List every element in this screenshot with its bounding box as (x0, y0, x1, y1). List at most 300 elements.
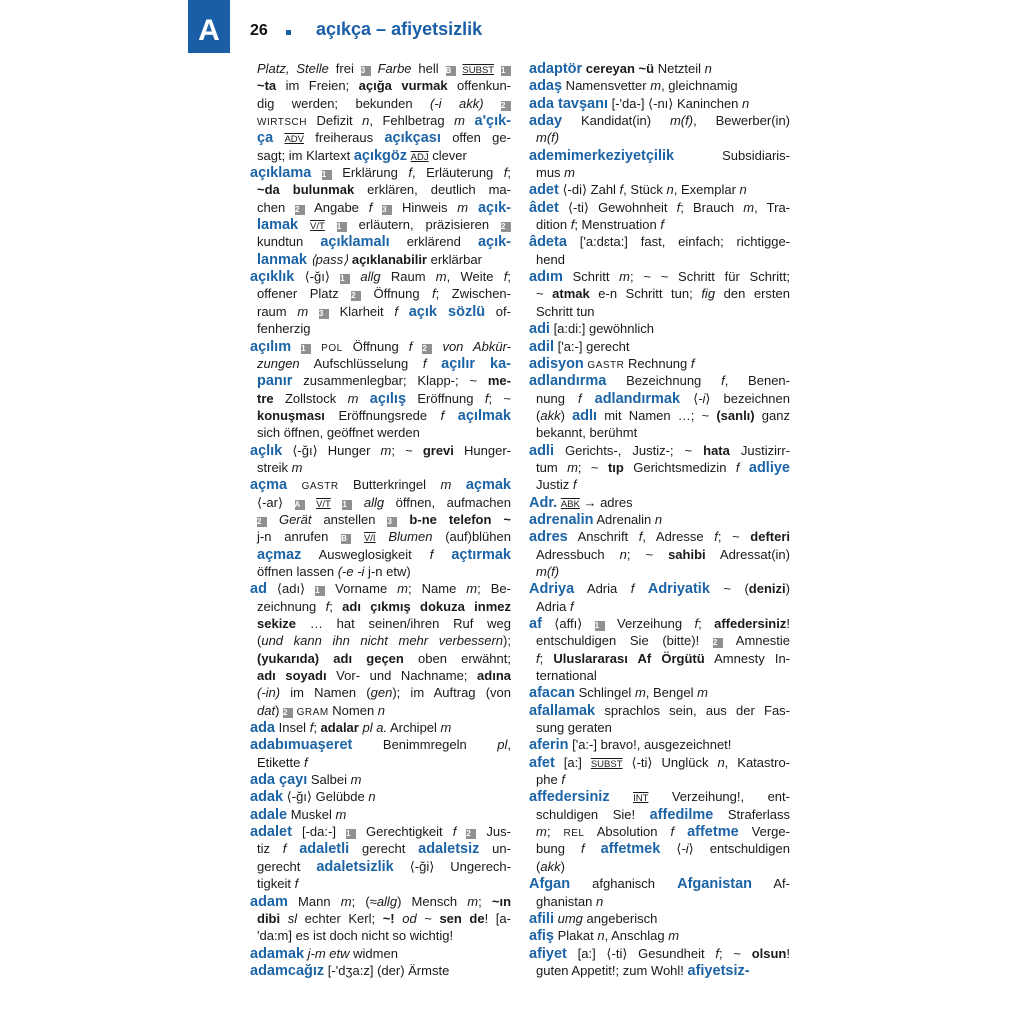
italic-text: f (368, 199, 373, 215)
bold-phrase: sahibi (668, 546, 706, 562)
entry-line (529, 251, 790, 268)
headword: adak (250, 789, 284, 806)
text: ; (507, 165, 511, 181)
entry-line (529, 719, 790, 736)
text: Angabe (305, 199, 369, 215)
entry-line (250, 563, 511, 580)
text: ; (507, 269, 511, 285)
text: afghanisch (570, 876, 678, 892)
text: erklärbar (427, 251, 482, 267)
italic-text: Gerät (278, 511, 312, 527)
grammar-label: ADJ (410, 151, 429, 163)
italic-text: gen (370, 685, 393, 701)
headword: adaş (529, 78, 563, 95)
headword: af (529, 616, 542, 632)
text: Schritt tun (536, 303, 595, 319)
entry-line-start (250, 823, 511, 840)
text: Schlingel (574, 685, 635, 701)
italic-text: allg (363, 494, 385, 510)
entry-line (529, 771, 790, 788)
text: ( (257, 633, 262, 649)
text: Adria (536, 598, 570, 614)
entry-line-start (250, 806, 511, 823)
text (397, 512, 409, 527)
grammar-label: SUBST (462, 65, 495, 76)
italic-text: f (432, 286, 436, 302)
bold-phrase: me- (487, 373, 511, 389)
text: un- (479, 841, 511, 857)
headword: açıklık (250, 269, 295, 286)
italic-text: m (440, 477, 452, 493)
text: Defizit (306, 113, 363, 129)
text: offen ge- (440, 130, 511, 146)
entry-line-start (529, 372, 790, 389)
text: ! (786, 945, 790, 961)
entry-line-start (250, 719, 511, 736)
text: [-'dʒa:z] (der) Ärmste (324, 962, 450, 978)
text: Muskel (287, 806, 336, 822)
text: Straferlass (713, 806, 790, 822)
text: öffnen lassen (257, 563, 338, 579)
italic-text: fig (701, 286, 716, 302)
italic-text: m (435, 269, 447, 285)
italic-text: f (503, 165, 508, 181)
entry-line-start (250, 962, 511, 979)
text (484, 96, 501, 111)
bold-phrase: sekize (257, 616, 297, 631)
italic-text: m (467, 893, 479, 909)
italic-text: f (572, 477, 577, 493)
entry-line (250, 147, 511, 164)
entry-line-start (529, 442, 790, 459)
text: ; (≈ (351, 893, 377, 909)
text: Verzeihung!, ent- (648, 789, 790, 805)
entry-line-start (250, 268, 511, 285)
entry-line-start (250, 736, 511, 753)
text: Hinweis (392, 199, 458, 215)
entry-line (529, 216, 790, 233)
text: chen (257, 199, 295, 215)
italic-text: m (440, 720, 452, 736)
text: schuldigen Sie! (536, 806, 650, 822)
text: ; ~ (391, 442, 423, 458)
text (331, 495, 343, 510)
entry-line-start (529, 910, 790, 927)
headword: açmaz (257, 546, 302, 563)
grammar-label: V/T (310, 221, 325, 233)
entry-line-start (529, 181, 790, 198)
text: ; Be- (477, 581, 511, 597)
entry-line (529, 164, 790, 181)
italic-text: f (694, 616, 699, 631)
headword: afiyetsiz- (687, 962, 750, 979)
headword: açma (250, 477, 288, 494)
italic-text: f (577, 390, 582, 406)
sense-number: 1 (501, 66, 511, 76)
text: [a:di:] gewöhnlich (549, 321, 655, 337)
text: → adres (579, 494, 633, 510)
headword: açıklama (250, 165, 312, 182)
italic-text: m (380, 442, 392, 458)
italic-text: umg (557, 910, 583, 926)
headword: lanmak (257, 251, 307, 268)
headword: adrenalin (529, 511, 594, 528)
text: ternational (536, 668, 597, 684)
entry-line (250, 60, 511, 77)
bold-phrase: b-ne telefon ~ (409, 511, 511, 527)
text: ; (478, 893, 492, 909)
sense-number: 2 (713, 638, 723, 648)
text: , Anschlag (604, 928, 669, 944)
text: Etikette (257, 754, 304, 770)
headword: Adr. (529, 494, 558, 511)
entry-line (529, 563, 790, 580)
entry-line (250, 199, 511, 216)
text: ⟨adı⟩ (266, 581, 316, 597)
italic-text: m (297, 303, 309, 319)
subject-label: REL (563, 828, 585, 840)
sense-number: 2 (295, 205, 305, 215)
italic-text: n (654, 511, 663, 527)
italic-text: m (335, 806, 347, 822)
entry-line-start (529, 736, 790, 753)
entry-line (529, 840, 790, 857)
text: [-'da-] ⟨-nı⟩ Kaninchen (608, 95, 743, 111)
headword: ça (257, 130, 274, 147)
entry-line (529, 598, 790, 615)
entry-line (250, 840, 511, 857)
headword: adaletsiz (418, 841, 480, 858)
text: zeichnung (257, 598, 326, 614)
italic-text: m (536, 824, 547, 840)
entry-line-start (529, 528, 790, 545)
text: mus (536, 165, 565, 181)
sense-number: B (341, 534, 351, 544)
text (311, 165, 321, 180)
text (287, 477, 302, 492)
text (273, 130, 284, 145)
text: Adrenalin (593, 511, 655, 527)
headword: adamak (250, 945, 305, 962)
text: mit Namen …; ~ (597, 407, 717, 423)
text: sagt; im Klartext (257, 147, 354, 163)
text (372, 200, 382, 215)
text (585, 841, 601, 856)
italic-text: n (742, 95, 750, 111)
text: ; ~ (488, 390, 511, 406)
bold-phrase: cereyan ~ü (585, 61, 655, 76)
text: , Bewerber(in) (693, 113, 790, 129)
text: bekannt, berühmt (536, 425, 638, 441)
italic-text: n (619, 546, 627, 562)
italic-text: f (282, 841, 287, 857)
entry-line (529, 893, 790, 910)
entry-line (250, 424, 511, 441)
text: ; (546, 824, 564, 840)
bold-phrase: olsun (751, 945, 787, 961)
text (739, 460, 748, 475)
headword: adet (529, 182, 559, 199)
entry-line (250, 632, 511, 649)
text: dition (536, 217, 571, 233)
entry-line-start (529, 338, 790, 355)
headword: adale (250, 806, 288, 823)
headword: adlandırma (529, 373, 607, 390)
headword: adi (529, 321, 550, 338)
text: ; ~ (719, 945, 752, 961)
text (432, 339, 442, 354)
italic-text: f (309, 720, 314, 736)
entry-line-start (250, 164, 511, 181)
italic-text: f (294, 876, 299, 892)
italic-text: m(f) (536, 130, 560, 146)
text: e-n Schritt tun; (589, 286, 702, 302)
text (468, 200, 478, 215)
entry-line-start (529, 702, 790, 719)
entry-line (250, 372, 511, 389)
entry-line (250, 927, 511, 944)
entry-line (250, 407, 511, 424)
headword: affedersiniz (529, 789, 610, 806)
bold-phrase: tre (257, 390, 274, 406)
headword: afili (529, 910, 554, 927)
text: j-n etw) (364, 563, 411, 579)
italic-text: m (454, 113, 465, 129)
text: ; (329, 598, 343, 614)
sense-number: 1 (337, 222, 347, 232)
entry-line (250, 528, 511, 545)
entry-line-start (529, 788, 790, 805)
headword: ada çayı (250, 772, 308, 789)
text: Netzteil (654, 61, 705, 76)
text: ; ~ (626, 546, 669, 562)
text: Öffnung (342, 338, 409, 354)
entry-line-start (529, 199, 790, 216)
entry-line (250, 754, 511, 771)
text: ['a:dɛta:] fast, einfach; richtigge- (566, 234, 790, 250)
text (427, 356, 442, 371)
text: Kandidat(in) (562, 113, 670, 129)
bold-phrase: (sanlı) (716, 407, 755, 423)
italic-text: (-in) (257, 685, 281, 701)
entry-line-start (529, 60, 790, 77)
headword: Adriya (529, 581, 575, 598)
text: Plakat (554, 928, 598, 944)
italic-text: n (377, 702, 386, 718)
text: Hunger- (453, 442, 511, 458)
text (582, 391, 595, 406)
text: ['a:-] gerecht (553, 338, 630, 354)
entry-line-start (529, 112, 790, 129)
text: ⟨-ğı⟩ Hunger (282, 442, 381, 458)
text: ; ~ ~ Schritt für Schritt; (630, 269, 790, 285)
sense-number: 1 (340, 274, 350, 284)
text: Adressbuch (536, 546, 620, 562)
text: im Namen ( (280, 685, 371, 701)
text: , Bengel (645, 685, 698, 701)
entry-line (250, 216, 511, 233)
bold-phrase: adı çıkmış dokuza inmez (342, 598, 511, 614)
text: entschuldigen Sie (bitte)! (536, 633, 713, 649)
text: Absolution (584, 824, 671, 840)
text: Vor- und Nachname; (326, 668, 478, 684)
italic-text: allg (376, 893, 398, 909)
headword: afacan (529, 685, 575, 702)
headword: lamak (257, 217, 299, 234)
text: Bezeichnung (606, 373, 722, 389)
sense-number: 2 (501, 101, 511, 111)
entry-line (250, 702, 511, 719)
italic-text: f (660, 217, 664, 233)
bold-phrase: sen de (439, 910, 485, 926)
letter-tab: A (188, 0, 230, 53)
entry-line-start (529, 511, 790, 528)
text: guten Appetit!; zum Wohl! (536, 962, 688, 978)
italic-text: pl (497, 737, 508, 753)
text: ~ ( (709, 581, 749, 597)
text: freiheraus (304, 130, 385, 146)
italic-text: f (638, 529, 643, 545)
text (267, 512, 279, 527)
text (371, 61, 378, 76)
entry-line (250, 285, 511, 302)
text: Salbei (307, 772, 351, 788)
text: gerecht (257, 858, 317, 874)
italic-text: -i (681, 841, 689, 857)
text: erläutern, präzisieren (346, 217, 501, 233)
text: Ausweglosigkeit (301, 546, 430, 562)
text: Adressat(in) (705, 546, 790, 562)
text: ) (560, 858, 565, 874)
italic-text: f (580, 841, 585, 857)
bold-phrase: grevi (422, 442, 454, 458)
entry-line (250, 615, 511, 632)
headword: adlandırmak (594, 390, 681, 407)
text (610, 789, 633, 804)
entry-line (250, 129, 511, 146)
headword: aferin (529, 737, 569, 754)
sense-number: 1 (346, 829, 356, 839)
sense-number: 2 (466, 829, 476, 839)
text: den ersten (715, 286, 790, 302)
headword: affetmek (600, 841, 661, 858)
text: Eröffnungsrede (324, 407, 441, 423)
text: Schritt (562, 269, 620, 285)
text: ; ~ (717, 529, 751, 545)
text: , Weite (446, 269, 504, 285)
text: Gerechtigkeit (355, 824, 453, 840)
text: j-n anrufen (257, 529, 342, 545)
headword: adlı (572, 407, 598, 424)
entry-line (529, 962, 790, 979)
text: [-da:-] (291, 824, 346, 840)
italic-text: m (697, 685, 708, 701)
text: dig werden; bekunden (257, 95, 431, 111)
bold-phrase: açıklanabilir (351, 251, 427, 267)
italic-text: m (668, 928, 680, 944)
text (451, 477, 466, 492)
sense-number: 1 (315, 586, 325, 596)
text: , Benen- (724, 373, 790, 389)
headword: açıkgöz (353, 147, 407, 164)
text: ganz (754, 407, 790, 423)
entry-line (250, 233, 511, 250)
text (351, 529, 364, 544)
italic-text: m (457, 199, 469, 215)
text: ); im Auftrag (von (392, 685, 511, 701)
italic-text: m (347, 390, 359, 406)
text (494, 61, 501, 76)
entry-line (250, 494, 511, 511)
entry-line (529, 650, 790, 667)
text: ~ (536, 286, 553, 302)
text: , Erläuterung (411, 165, 504, 181)
subject-label: GASTR (587, 359, 625, 371)
headword: açlık (250, 442, 283, 459)
bold-phrase: denizi (748, 581, 786, 597)
italic-text: n (666, 182, 674, 198)
text (444, 408, 458, 423)
text: Erklärung (331, 165, 409, 181)
italic-text: f (715, 945, 720, 961)
headword: âdeta (529, 234, 567, 251)
text: anstellen (311, 511, 388, 527)
entry-line-start (529, 95, 790, 112)
grammar-label: SUBST (590, 758, 623, 770)
italic-text: m (397, 581, 409, 597)
italic-text: m (564, 165, 576, 181)
bold-phrase: atmak (552, 286, 590, 302)
text: [a:] (554, 754, 591, 770)
sense-number: 1 (301, 344, 311, 354)
text: Benimmregeln (352, 737, 498, 753)
italic-text: f (630, 581, 635, 597)
headword: açıkçası (384, 130, 441, 147)
text: ⟨ (680, 390, 699, 406)
text: , gleichnamig (661, 78, 738, 94)
headword: afet (529, 754, 555, 771)
page-number: 26 (250, 22, 268, 39)
italic-text: m (619, 269, 631, 285)
text: ⟩ bezeichnen (705, 390, 790, 406)
text: , Adresse (642, 529, 715, 545)
entry-line (250, 390, 511, 407)
italic-text: f (619, 182, 624, 198)
entry-line (250, 858, 511, 875)
bold-phrase: ~ta (257, 78, 277, 94)
italic-text: f (394, 303, 398, 319)
text: hell (411, 61, 446, 76)
italic-text: n (597, 928, 605, 944)
bold-phrase: hata (703, 442, 730, 458)
text: ~ (416, 910, 440, 926)
italic-text: Blumen (388, 529, 433, 545)
text: ⟨affı⟩ (541, 616, 595, 631)
text: Subsidiaris- (674, 147, 790, 163)
headword: açılmak (457, 407, 511, 424)
italic-text: m (291, 459, 303, 475)
entry-line-start (529, 684, 790, 701)
entry-line (529, 546, 790, 563)
entry-line (250, 650, 511, 667)
bold-phrase: tıp (607, 459, 624, 475)
text: oben erwähnt; (403, 650, 511, 666)
text: ) (275, 702, 284, 718)
headword: adabımuaşeret (250, 737, 353, 754)
text: ); (503, 633, 511, 649)
subject-label: GASTR (301, 481, 339, 493)
text: erklären, deutlich ma- (354, 182, 511, 198)
